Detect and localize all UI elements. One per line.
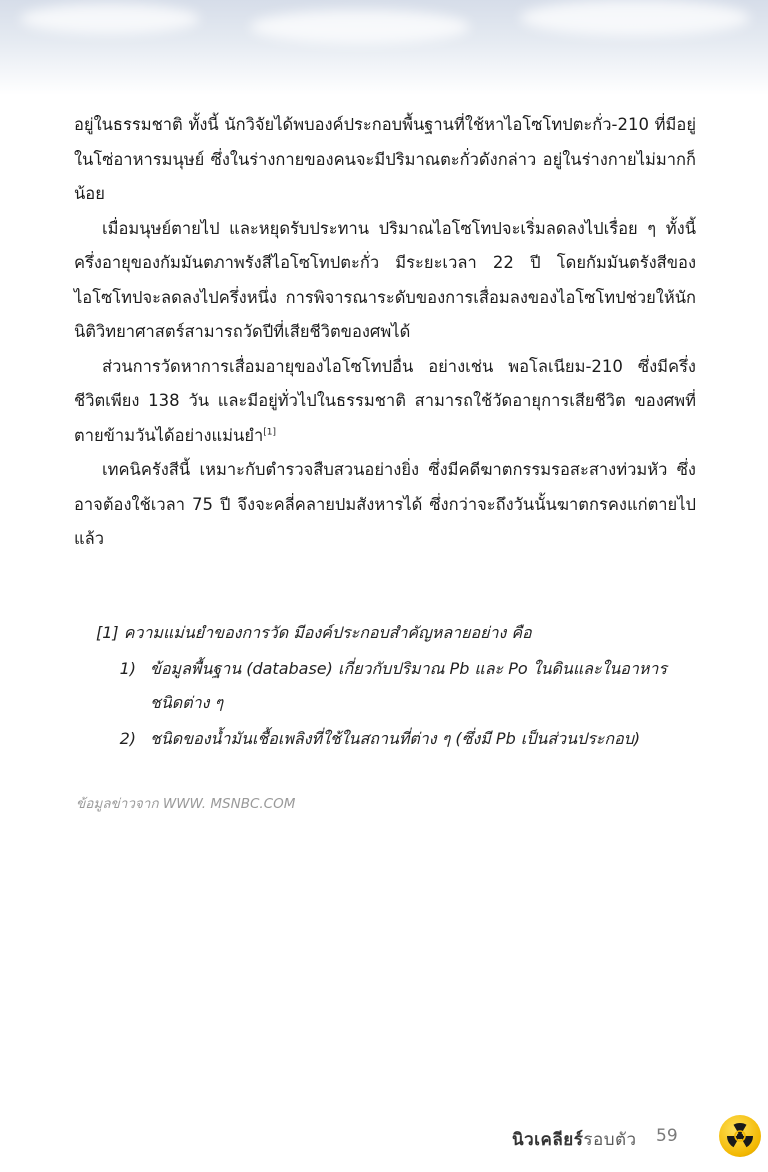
footnote-item bbox=[96, 722, 696, 756]
paragraph-3-text: ส่วนการวัดหาการเสื่อมอายุของไอโซโทปอื่น อย่างเช่น พอโลเนียม-210 ซึ่งมีครึ่งชีวิตเพียง 138 วัน และมีอยู่ทั่วไปในธรรมชาติ สามารถใช้วัดอายุการเสียชีวิต ของศพที่ตายข้ามวันได้อย่างแม่นยำ bbox=[74, 356, 696, 445]
book-title-rest: รอบตัว bbox=[583, 1130, 637, 1150]
sky-header-image bbox=[0, 0, 768, 95]
footnote-item-text: ข้อมูลพื้นฐาน (database) เกี่ยวกับปริมาณ Pb และ Po ในดินและในอาหารชนิดต่าง ๆ bbox=[150, 659, 668, 712]
paragraph-4: เทคนิครังสีนี้ เหมาะกับตำรวจสืบสวนอย่างยิ่ง ซึ่งมีคดีฆาตกรรมรอสะสางท่วมหัว ซึ่งอาจต้องใช้เวลา 75 ปี จึงจะคลี่คลายปมสังหารได้ ซึ่งกว่าจะถึงวันนั้นฆาตกรคงแก่ตายไปแล้ว bbox=[74, 460, 696, 548]
source-credit: ข้อมูลข่าวจาก WWW. MSNBC.COM bbox=[76, 796, 296, 812]
book-title bbox=[512, 1126, 637, 1153]
cloud bbox=[250, 10, 470, 44]
footnote-reference[interactable]: [1] bbox=[263, 427, 277, 437]
page-number: 59 bbox=[656, 1126, 678, 1146]
footnote-item-text: ชนิดของน้ำมันเชื้อเพลิงที่ใช้ในสถานที่ต่าง ๆ (ซึ่งมี Pb เป็นส่วนประกอบ) bbox=[150, 729, 641, 748]
footnote-list bbox=[96, 652, 696, 756]
paragraph-3 bbox=[74, 350, 696, 454]
cloud bbox=[20, 4, 200, 34]
body-text bbox=[74, 108, 696, 557]
radiation-icon bbox=[719, 1115, 761, 1157]
cloud bbox=[520, 0, 750, 36]
paragraph-1: อยู่ในธรรมชาติ ทั้งนี้ นักวิจัยได้พบองค์ประกอบพื้นฐานที่ใช้หาไอโซโทปตะกั่ว-210 ที่มีอยู่ในโซ่อาหารมนุษย์ ซึ่งในร่างกายของคนจะมีปริมาณตะกั่วดังกล่าว อยู่ในร่างกายไม่มากก็น้อย bbox=[74, 115, 696, 203]
book-title-bold: นิวเคลียร์ bbox=[512, 1130, 584, 1150]
footnote-item bbox=[96, 652, 696, 720]
footnote-heading: [1] ความแม่นยำของการวัด มีองค์ประกอบสำคัญหลายอย่าง คือ bbox=[96, 623, 532, 642]
footnote-item-number: 2) bbox=[119, 729, 136, 748]
footnote bbox=[96, 616, 696, 756]
paragraph-2: เมื่อมนุษย์ตายไป และหยุดรับประทาน ปริมาณไอโซโทปจะเริ่มลดลงไปเรื่อย ๆ ทั้งนี้ ครึ่งอายุของกัมมันตภาพรังสีไอโซโทปตะกั่ว มีระยะเวลา 22 ปี โดยกัมมันตรังสีของไอโซโทปจะลดลงไปครึ่งหนึ่ง การพิจารณาระดับของการเสื่อมลงของไอโซโทปช่วยให้นักนิติวิทยาศาสตร์สามารถวัดปีที่เสียชีวิตของศพได้ bbox=[74, 218, 696, 341]
footnote-item-number: 1) bbox=[119, 659, 136, 678]
